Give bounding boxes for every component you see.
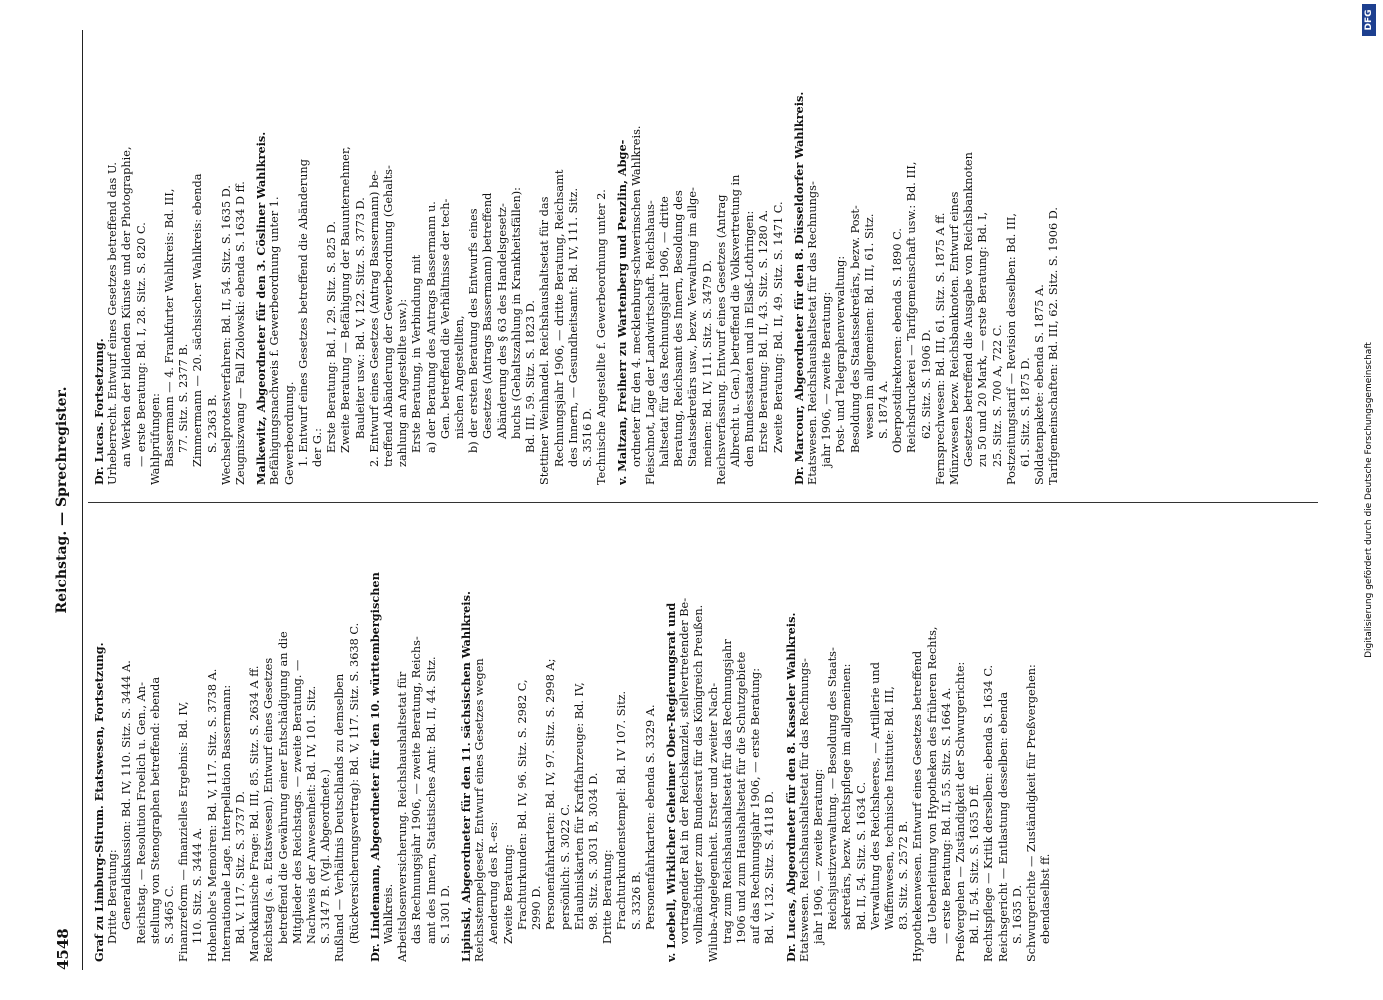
index-line: Gewerbeordnung. — [282, 381, 296, 485]
index-line: Bassermann — 4. Frankfurter Wahlkreis: Bd. III, — [163, 188, 177, 467]
index-line: vollmächtigter zum Bundesrat für das Königreich Preußen. — [692, 604, 706, 944]
index-line: Rechtspflege — Kritik derselben: ebenda S. 1634 C. — [982, 664, 996, 962]
index-line: Reichsdruckerei — Tarifgemeinschaft usw.: Bd. III, — [905, 161, 919, 453]
index-line: Nachweis der Anwesenheit: Bd. IV, 101. Sitz. — [305, 685, 319, 944]
index-line: persönlich: S. 3022 C. — [558, 803, 572, 930]
speaker-heading: v. Loebell, Wirklicher Geheimer Ober-Regierungsrat und — [663, 602, 678, 962]
index-line: Dritte Beratung: — [601, 849, 615, 944]
index-line: Fleischnot, Lage der Landwirtschaft. Reichshaus- — [643, 200, 657, 485]
index-line: amt des Innern, Statistisches Amt: Bd. II, 44. Sitz. — [424, 656, 438, 944]
index-line: Generaldiskussion: Bd. IV, 110. Sitz. S. 3444 A. — [120, 660, 134, 930]
index-line: Oberpostdirektoren: ebenda S. 1890 C. — [891, 228, 905, 453]
index-line: haltsetat für das Rechnungsjahr 1906, — dritte — [657, 196, 671, 467]
index-line: Fernsprechwesen: Bd. III, 61. Sitz. S. 1875 A ff. — [933, 212, 947, 485]
index-line: Etatswesen. Reichshaushaltsetat für das Rechnungs- — [805, 181, 819, 485]
left-column — [92, 517, 1053, 962]
index-line: — erste Beratung: Bd. II, 55. Sitz. S. 1664 A. — [939, 687, 953, 944]
index-line: Verwaltung des Reichsheeres, — Artillerie und — [868, 662, 882, 930]
index-line: Marokkanische Frage: Bd. III, 85. Sitz. S. 2634 A ff. — [248, 665, 262, 962]
index-line: Hypothekenwesen. Entwurf eines Gesetzes betreffend — [911, 650, 925, 962]
index-line: der G.: — [311, 428, 325, 467]
index-line: Aenderung des R.-es: — [487, 821, 501, 944]
index-line: Personenfahrkarten: ebenda S. 3329 A. — [643, 704, 657, 930]
speaker-heading: Lipinski, Abgeordneter für den 11. sächsischen Wahlkreis. — [459, 591, 474, 962]
index-line: S. 1874 A. — [876, 380, 890, 439]
index-line: trag zum Reichshaushaltsetat für das Rechnungsjahr — [720, 639, 734, 944]
right-column — [92, 40, 1062, 485]
index-line: S. 3516 D. — [580, 407, 594, 467]
index-line: 110. Sitz. S. 3444 A. — [191, 827, 205, 944]
index-line: 62. Sitz. S. 1906 D. — [919, 329, 933, 439]
index-line: Wahlprüfungen: — [148, 393, 162, 485]
index-line: Besoldung des Staatssekretärs, bezw. Post- — [848, 205, 862, 453]
index-line: S. 1635 D. — [1010, 884, 1024, 944]
digitization-note: Digitalisierung gefördert durch die Deutsche Forschungsgemeinschaft — [1364, 342, 1374, 658]
index-line: betreffend die Gewährung einer Entschädigung an die — [276, 631, 290, 944]
index-line: 1. Entwurf eines Gesetzes betreffend die Abänderung — [296, 159, 310, 467]
index-line: wesen im allgemeinen: Bd. III, 61. Sitz. — [862, 213, 876, 439]
index-line: Bd. III, 59. Sitz. S. 1823 D. — [524, 300, 538, 453]
index-line: nischen Angestellten, — [453, 315, 467, 439]
running-title: Reichstag. — Sprechregister. — [54, 386, 70, 614]
index-line: sekretärs, bezw. Rechtspflege im allgemeinen: — [840, 663, 854, 930]
index-line: Bd. II, 54. Sitz. S. 1634 C. — [854, 781, 868, 930]
index-line: Frachturkundenstempel: Bd. IV 107. Sitz. — [615, 690, 629, 930]
index-line: Rechnungsjahr 1906, — dritte Beratung, Reichsamt — [552, 169, 566, 467]
index-line: S. 1301 D. — [438, 884, 452, 944]
index-line: auf das Rechnungsjahr 1906, — erste Beratung: — [749, 667, 763, 944]
index-line: Post- und Telegraphenverwaltung: — [834, 255, 848, 453]
index-line: Wahlkreis. — [382, 883, 396, 944]
index-line: Bd. II, 54. Sitz. S. 1635 D ff. — [968, 783, 982, 944]
index-line: Stettiner Weinhandel. Reichshaushaltsetat für das — [538, 196, 552, 485]
index-line: Befähigungsnachweis f. Gewerbeordnung unter 1. — [268, 196, 282, 485]
index-line: Urheberrecht. Entwurf eines Gesetzes betreffend das U. — [106, 162, 120, 485]
index-line: buchs (Gehaltszahlung in Krankheitsfällen): — [509, 187, 523, 439]
index-line: Zweite Beratung: — [501, 844, 515, 944]
index-line: Gesetzes (Antrags Bassermann) betreffend — [481, 192, 495, 439]
index-line: Zweite Beratung: Bd. II, 49. Sitz. S. 1471 C. — [771, 201, 785, 453]
index-line: Hohenlohe's Memoiren: Bd. V, 117. Sitz. S. 3738 A. — [205, 668, 219, 962]
index-line: — erste Beratung: Bd. I, 28. Sitz. S. 820 C. — [134, 222, 148, 467]
index-line: Erste Beratung, in Verbindung mit — [410, 254, 424, 453]
index-line: stellung von Stenographen betreffend: ebenda — [148, 676, 162, 944]
index-line: 77. Sitz. S. 2377 B. — [177, 343, 191, 453]
index-line: Arbeitslosenversicherung. Reichshaushaltsetat für — [396, 671, 410, 962]
index-line: S. 2363 B. — [205, 394, 219, 453]
index-line: Finanzreform — finanzielles Ergebnis: Bd. IV, — [177, 701, 191, 962]
index-line: Zimmermann — 20. sächsischer Wahlkreis: ebenda — [191, 173, 205, 467]
index-line: meinen: Bd. IV, 111. Sitz. S. 3479 D. — [700, 259, 714, 467]
index-line: zahlung an Angestellte usw.): — [396, 298, 410, 467]
index-line: Dritte Beratung: — [106, 849, 120, 944]
speaker-heading: Dr. Lucas. Fortsetzung. — [92, 338, 106, 485]
index-line: Tarifgemeinschaften: Bd. III, 62. Sitz. S. 1906 D. — [1047, 207, 1061, 485]
index-line: Soldatenpakete: ebenda S. 1875 A. — [1033, 284, 1047, 485]
index-line: S. 3326 B. — [629, 871, 643, 930]
index-line: die Ueberleitung von Hypotheken des früheren Rechts, — [925, 626, 939, 944]
index-line: Beratung, Reichsamt des Innern, Besoldung des — [672, 190, 686, 467]
index-line: Reichsgericht — Entlastung desselben: ebenda — [996, 691, 1010, 962]
index-line: Internationale Lage. Interpellation Bassermann: — [219, 684, 233, 962]
index-line: Preßvergehen — Zuständigkeit der Schwurgerichte: — [953, 661, 967, 962]
speaker-heading: Dr. Marcour, Abgeordneter für den 8. Düsseldorfer Wahlkreis. — [791, 91, 806, 485]
index-line: Reichsjustizverwaltung. — Besoldung des Staats- — [826, 647, 840, 930]
index-line: 83. Sitz. S. 2572 B. — [897, 820, 911, 930]
index-line: Waffenwesen, technische Institute: Bd. III, — [882, 686, 896, 930]
index-line: zu 50 und 20 Mark, — erste Beratung: Bd. I, — [976, 211, 990, 467]
index-line: Etatswesen. Reichshaushaltsetat für das Rechnungs- — [797, 658, 811, 962]
index-line: Münzwesen bezw. Reichsbanknoten. Entwurf eines — [947, 191, 961, 485]
index-line: Gen. betreffend die Verhältnisse der tech- — [438, 198, 452, 439]
index-line: Erlaubniskarten für Kraftfahrzeuge: Bd. IV, — [572, 682, 586, 930]
index-line: Bd. V, 132. Sitz. S. 4118 D. — [763, 791, 777, 944]
page-number: 4548 — [54, 928, 72, 970]
header-rule — [82, 30, 83, 970]
index-line: 2. Entwurf eines Gesetzes (Antrag Bassermann) be- — [367, 170, 381, 467]
index-line: an Werken der bildenden Künste und der Photographie, — [120, 146, 134, 467]
index-line: Wechselprotestverfahren: Bd. II, 54. Sitz. S. 1635 D. — [219, 185, 233, 485]
index-line: a) der Beratung des Antrags Bassermann u. — [424, 201, 438, 453]
index-line: jahr 1906, — zweite Beratung: — [811, 768, 825, 944]
speaker-heading: v. Maltzan, Freiherr zu Wartenberg und Penzlin, Abge- — [615, 139, 630, 485]
index-line: Reichsverfassung. Entwurf eines Gesetzes (Antrag — [714, 194, 728, 485]
index-line: Technische Angestellte f. Gewerbeordnung unter 2. — [595, 189, 609, 485]
index-line: 25. Sitz. S. 700 A, 722 C. — [990, 324, 1004, 467]
index-line: Albrecht u. Gen.) betreffend die Volksvertretung in — [728, 174, 742, 467]
column-divider — [88, 502, 1318, 503]
speaker-heading: Dr. Lucas, Abgeordneter für den 8. Kasseler Wahlkreis. — [783, 612, 798, 962]
index-line: Bd. V. 117. Sitz. S. 3737 D. — [234, 791, 248, 944]
index-line: Frachturkunden: Bd. IV, 96. Sitz. S. 2982 C, — [515, 679, 529, 930]
index-line: Wiluba-Angelegenheit. Erster und zweiter Nach- — [706, 682, 720, 962]
index-line: Erste Beratung: Bd. II, 43. Sitz. S. 1280 A. — [757, 209, 771, 453]
index-line: Postzeitungstarif — Revision desselben: Bd. III, — [1004, 213, 1018, 485]
page-header — [50, 30, 80, 970]
dfg-logo: DFG — [1362, 4, 1376, 36]
index-line: ebendaselbst ff. — [1039, 853, 1053, 944]
index-line: Rußland — Verhältnis Deutschlands zu demselben — [333, 673, 347, 962]
index-line: das Rechnungsjahr 1906, — zweite Beratung, Reichs- — [410, 636, 424, 944]
index-line: Schwurgerichte — Zuständigkeit für Preßvergehen: — [1025, 664, 1038, 962]
index-line: des Innern, — Gesundheitsamt: Bd. IV, 111. Sitz. — [566, 187, 580, 467]
index-line: Abänderung des § 63 des Handelsgesetz- — [495, 203, 509, 439]
index-line: Personenfahrkarten: Bd. IV, 97. Sitz. S. 2998 A; — [544, 658, 558, 930]
index-line: b) der ersten Beratung des Entwurfs eines — [467, 208, 481, 453]
index-line: Gesetzes betreffend die Ausgabe von Reichsbanknoten — [962, 152, 976, 467]
index-line: Reichstag (s. a. Etatswesen). Entwurf eines Gesetzes — [262, 657, 276, 962]
index-line: Zweite Beratung — Befähigung der Bauunternehmer, — [339, 146, 353, 453]
index-line: Reichsstempelgesetz. Entwurf eines Gesetzes wegen — [473, 658, 487, 962]
index-line: Reichstag. — Resolution Froelich u. Gen., An- — [134, 682, 148, 944]
index-line: treffend Abänderung der Gewerbeordnung (Gehalts- — [382, 165, 396, 467]
index-line: 2990 D. — [530, 885, 544, 930]
index-line: 98. Sitz. S. 3031 B, 3034 D. — [586, 772, 600, 930]
index-line: S. 3147 B. (Vgl. Abgeordnete.) — [319, 769, 333, 944]
index-line: vortragender Rat in der Reichskanzlei, stellvertretender Be- — [678, 597, 692, 944]
index-line: Mitglieder des Reichstags. — zweite Beratung. — — [290, 659, 304, 944]
index-line: Zeugniszwang — Fall Ziolowski: ebenda S. 1634 D ff. — [234, 181, 248, 485]
index-line: (Rückversicherungsvertrag): Bd. V, 117. Sitz. S. 3638 C. — [347, 622, 361, 944]
index-line: Erste Beratung: Bd. I, 29. Sitz. S. 825 D. — [325, 221, 339, 453]
index-line: Staatssekretärs usw., bezw. Verwaltung im allge- — [686, 187, 700, 467]
index-line: Bauleiter usw.: Bd. V, 122. Sitz. S. 3773 D. — [353, 197, 367, 439]
index-line: den Bundesstaaten und in Elsaß-Lothringen: — [743, 210, 757, 467]
speaker-heading: Graf zu Limburg-Stirum. Etatswesen, Fortsetzung. — [92, 642, 106, 962]
index-line: jahr 1906, — zweite Beratung: — [820, 291, 834, 467]
index-line: 61. Sitz. S. 1875 D. — [1019, 357, 1032, 467]
index-line: S. 3465 C. — [163, 885, 177, 944]
index-line: ordneter für den 4. mecklenburg-schwerinschen Wahlkreis. — [629, 125, 643, 467]
speaker-heading: Dr. Lindemann, Abgeordneter für den 10. württembergischen — [367, 572, 382, 962]
index-line: 1906 und zum Haushaltsetat für die Schutzgebiete — [734, 651, 748, 944]
speaker-heading: Malkewitz, Abgeordneter für den 3. Cösliner Wahlkreis. — [254, 131, 269, 485]
